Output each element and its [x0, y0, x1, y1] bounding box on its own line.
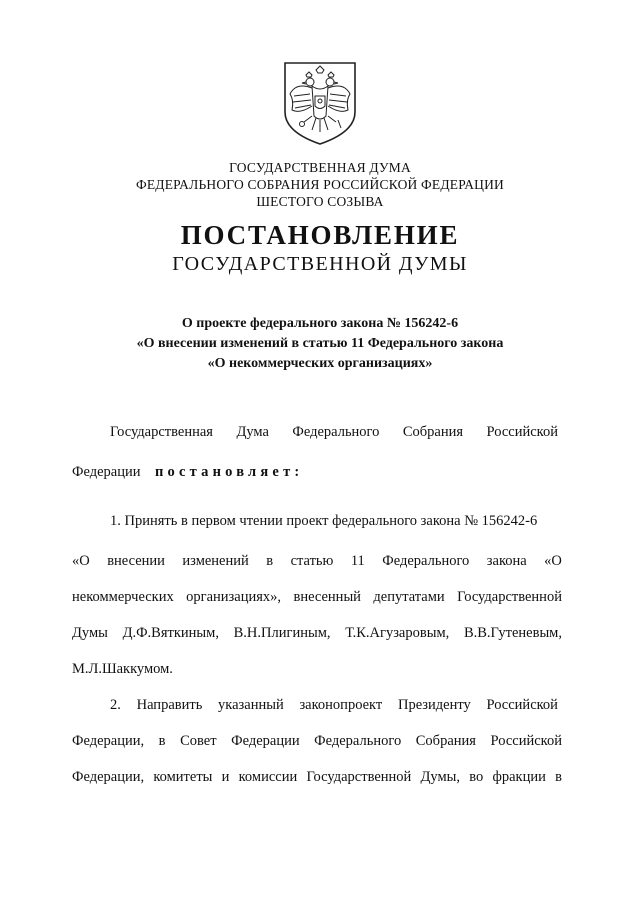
word: комиссии [238, 769, 298, 785]
coat-of-arms-emblem-icon [282, 60, 358, 146]
document-type-title: ПОСТАНОВЛЕНИЕ [180, 220, 460, 250]
org-line-federal-assembly: ФЕДЕРАЛЬНОГО СОБРАНИЯ РОССИЙСКОЙ ФЕДЕРАЦИИ [136, 177, 504, 192]
org-line-duma: ГОСУДАРСТВЕННАЯ ДУМА [229, 160, 411, 175]
word: статью [290, 553, 334, 569]
word: организациях», [186, 589, 282, 605]
paragraph2-line-3 [72, 769, 562, 786]
intro-line-1 [110, 424, 558, 441]
word: 2. [110, 697, 121, 713]
document-type-subtitle: ГОСУДАРСТВЕННОЙ ДУМЫ [172, 253, 468, 275]
decree-word: постановляет: [154, 464, 304, 480]
word: Государственной [306, 769, 412, 785]
paragraph1-line-1: 1. Принять в первом чтении проект федерального закона № 156242-6 [110, 513, 538, 529]
word: и [221, 769, 230, 785]
word: Собрания [415, 733, 476, 749]
word: законопроект [299, 697, 383, 713]
word: внесении [107, 553, 165, 569]
intro-line-2 [72, 464, 303, 481]
word: Думы, [420, 769, 461, 785]
paragraph1-line-2 [72, 553, 562, 570]
word: Государственной [457, 589, 562, 605]
word: закона [486, 553, 527, 569]
word: Президенту [397, 697, 471, 713]
word: Собрания [402, 424, 464, 440]
paragraph2-line-2 [72, 733, 562, 750]
word: «О [72, 553, 90, 569]
org-line-convocation: ШЕСТОГО СОЗЫВА [256, 194, 384, 209]
word: депутатами [373, 589, 445, 605]
subject-line-3: «О некоммерческих организациях» [207, 356, 433, 371]
paragraph1-line-3 [72, 589, 562, 606]
word: в [266, 553, 274, 569]
word: указанный [218, 697, 284, 713]
word: В.В.Гутеневым, [463, 625, 562, 641]
paragraph1-line-5: М.Л.Шаккумом. [72, 661, 173, 677]
word: фракции [492, 769, 546, 785]
subject-line-1: О проекте федерального закона № 156242-6 [181, 316, 459, 331]
word: Дума [236, 424, 269, 440]
word: Направить [136, 697, 203, 713]
word: Российской [486, 424, 558, 440]
word: во [469, 769, 484, 785]
paragraph2-line-1 [110, 697, 558, 714]
word: 11 [350, 553, 365, 569]
paragraph1-line-4 [72, 625, 562, 642]
word: Федерального [382, 553, 470, 569]
word: в [158, 733, 166, 749]
word: Федерации [231, 733, 300, 749]
word: Думы [72, 625, 108, 641]
word: изменений [182, 553, 249, 569]
word: Федерации, [72, 733, 145, 749]
subject-line-2: «О внесении изменений в статью 11 Федерального закона [136, 336, 504, 351]
word: «О [544, 553, 562, 569]
word: Российской [486, 697, 558, 713]
word: В.Н.Плигиным, [233, 625, 331, 641]
intro-federation-word: Федерации [72, 464, 141, 480]
word: Российской [490, 733, 562, 749]
word: Государственная [110, 424, 213, 440]
word: в [555, 769, 562, 785]
word: Т.К.Агузаровым, [345, 625, 450, 641]
word: Д.Ф.Вяткиным, [122, 625, 219, 641]
word: Федерального [292, 424, 380, 440]
word: некоммерческих [72, 589, 174, 605]
word: Совет [180, 733, 217, 749]
word: внесенный [293, 589, 361, 605]
word: Федерации, [72, 769, 145, 785]
word: комитеты [153, 769, 213, 785]
word: Федерального [314, 733, 402, 749]
